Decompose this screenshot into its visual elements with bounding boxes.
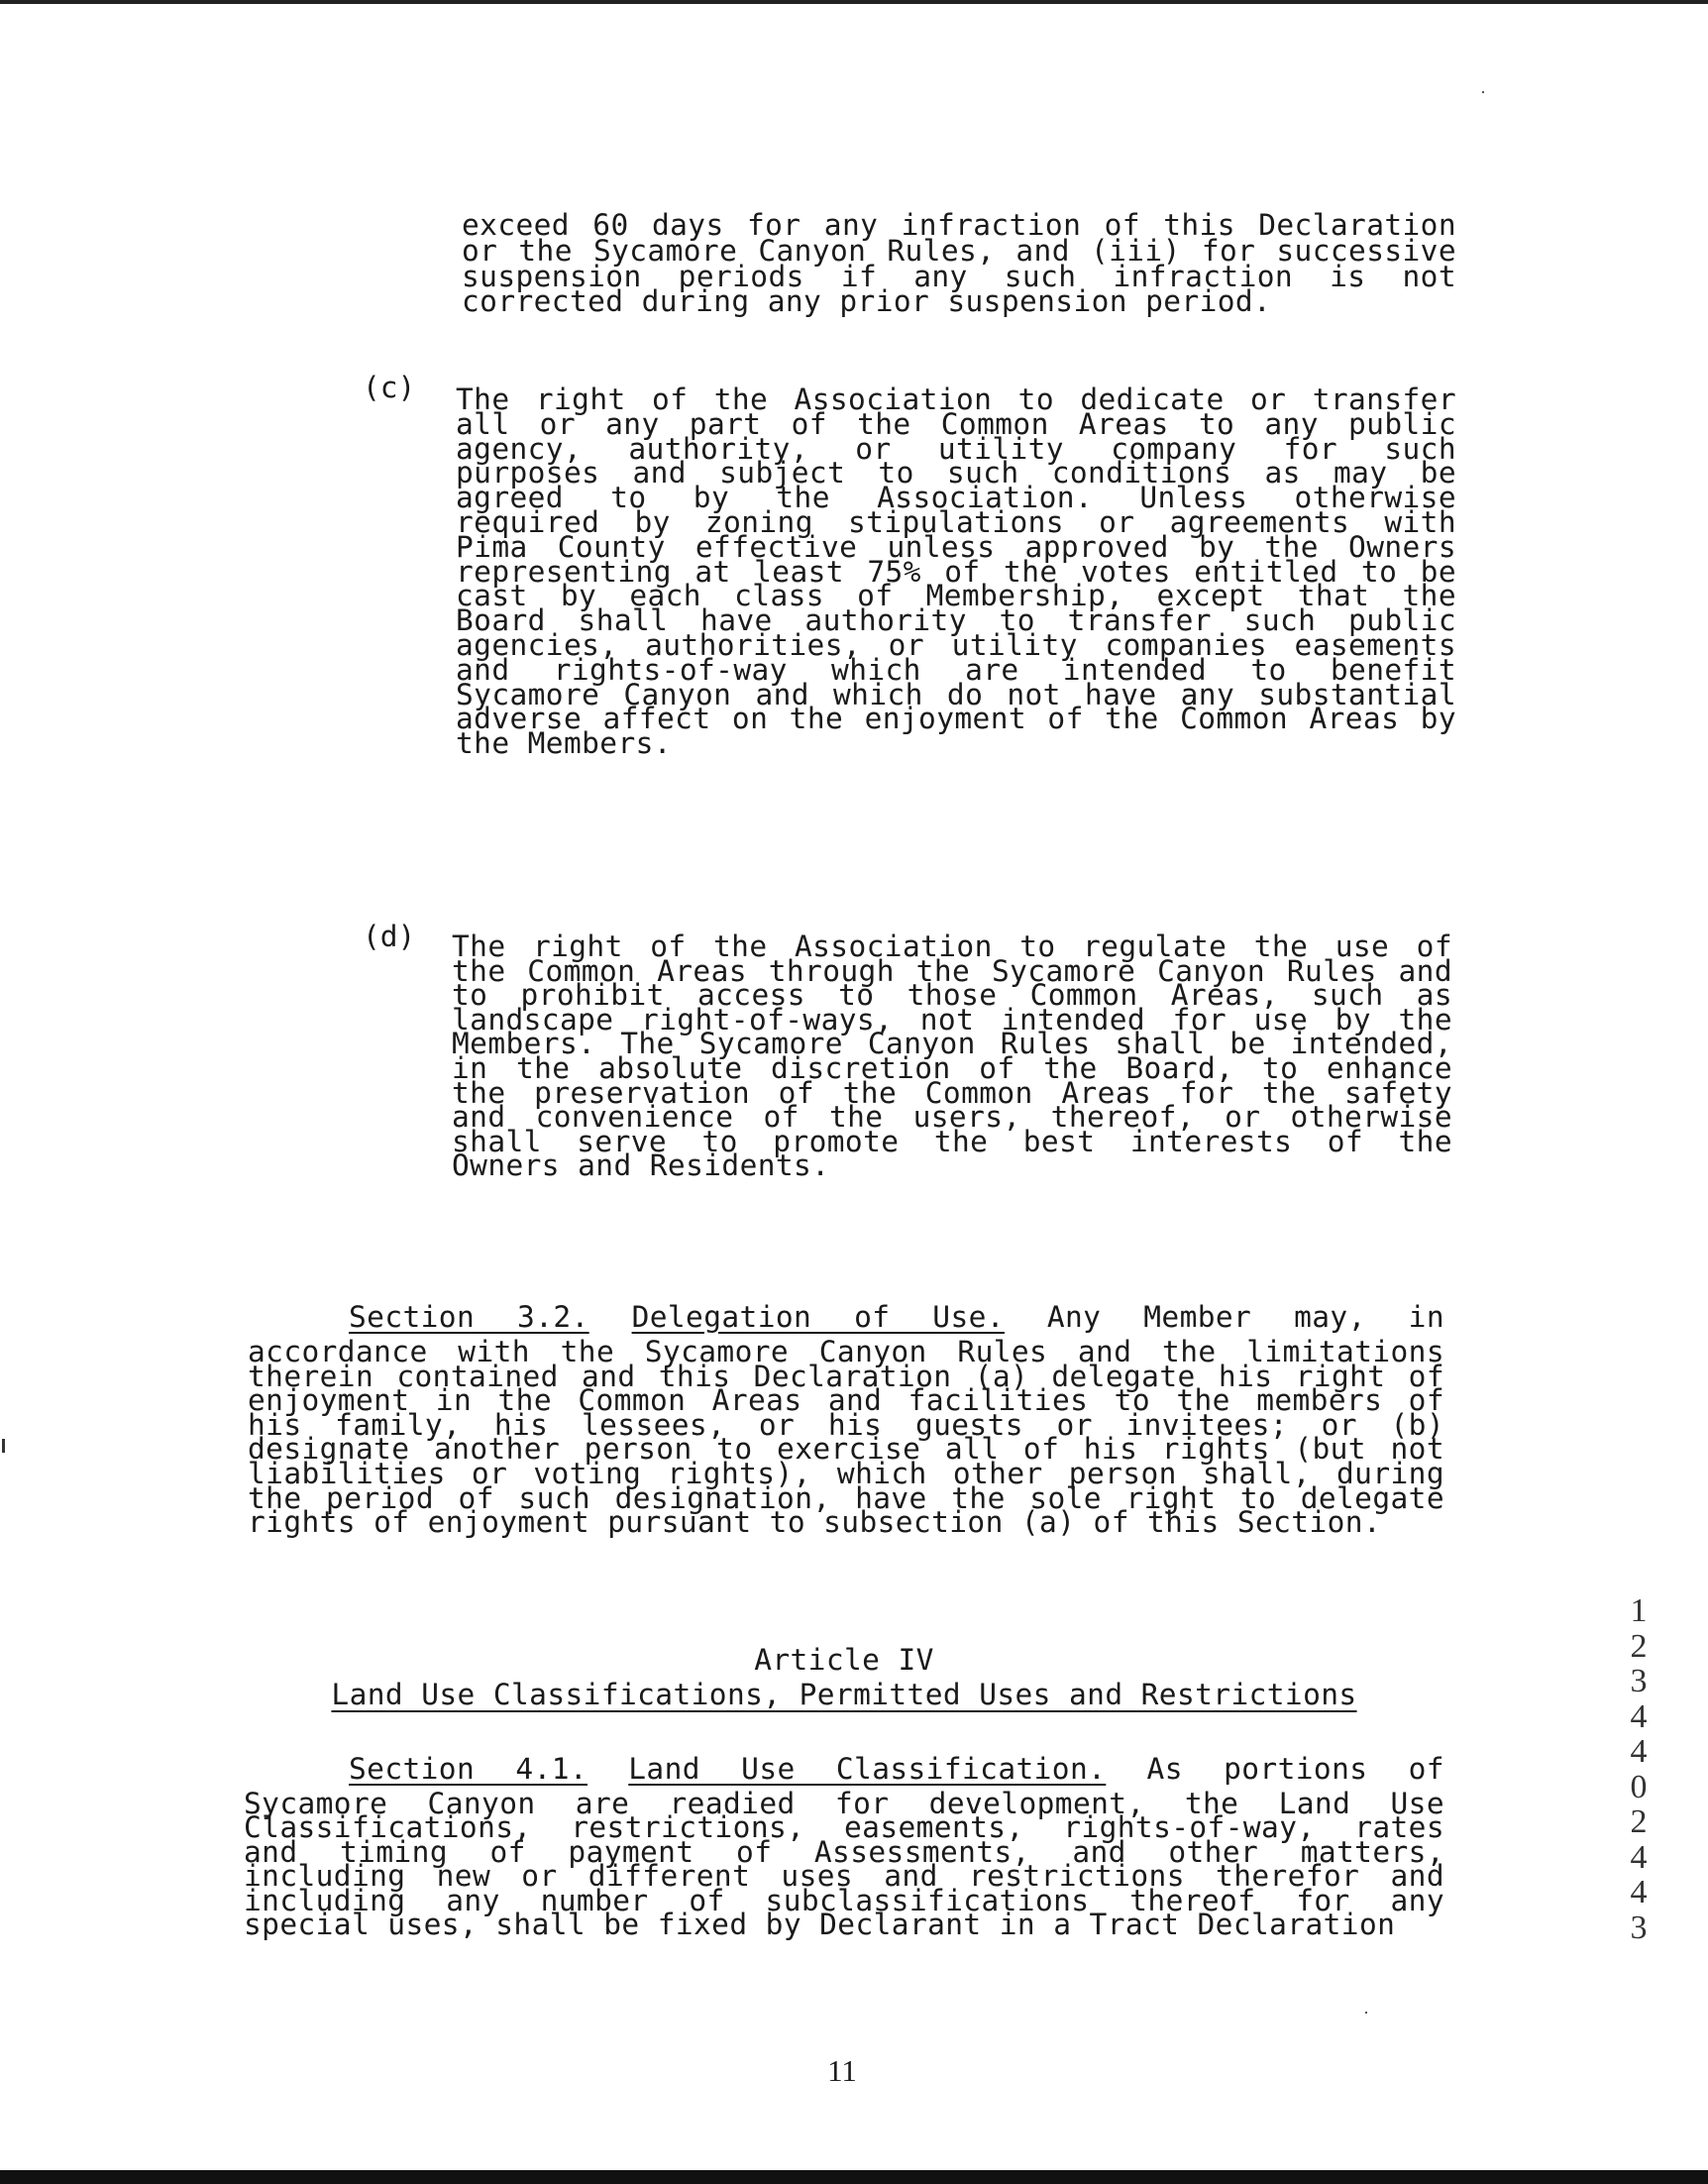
text-line: or the Sycamore Canyon Rules, and (iii) for successive	[462, 233, 1456, 268]
item-d-marker: (d)	[363, 920, 416, 953]
text-line: Owners and Residents.	[452, 1148, 830, 1183]
scan-mark	[2, 1439, 5, 1453]
article-title: Land Use Classifications, Permitted Uses and Restrictions	[331, 1678, 1357, 1711]
text-line: liabilities or voting rights), which other person shall, during	[248, 1457, 1444, 1490]
text-line: adverse affect on the enjoyment of the Common Areas by	[456, 702, 1456, 736]
article-title-wrap	[244, 1678, 1444, 1711]
text-line: suspension periods if any such infraction is not	[462, 259, 1456, 293]
text-line: required by zoning stipulations or agreements with	[456, 505, 1456, 539]
text-line: landscape right-of-ways, not intended for use by the	[452, 1002, 1452, 1037]
text-line: designate another person to exercise all of his rights (but not	[248, 1432, 1444, 1467]
text-line: Classifications, restrictions, easements, rights-of-way, rates	[244, 1810, 1444, 1845]
text-line: the preservation of the Common Areas for the safety	[452, 1075, 1452, 1110]
text-line: including any number of subclassifications thereof for any	[244, 1883, 1444, 1917]
page-number: 11	[827, 2053, 857, 2088]
text-line: in the absolute discretion of the Board, to enhance	[452, 1051, 1452, 1085]
text-line: the period of such designation, have the sole right to delegate	[248, 1480, 1444, 1515]
text-line: enjoyment in the Common Areas and facilities to the members of	[248, 1383, 1444, 1418]
section-4-1-number: Section 4.1.	[349, 1752, 588, 1786]
text-line: to prohibit access to those Common Areas, such as	[452, 978, 1452, 1013]
text-line: therein contained and this Declaration (a) delegate his right of	[248, 1359, 1444, 1393]
text-line: corrected during any prior suspension period.	[462, 284, 1272, 319]
section-3-2-number: Section 3.2.	[349, 1300, 589, 1334]
section-4-1-first-line-rest: As portions of	[1146, 1752, 1444, 1786]
scan-speck	[1482, 91, 1484, 93]
text-line: The right of the Association to regulate the use of	[452, 929, 1452, 963]
text-line: all or any part of the Common Areas to any public	[456, 406, 1456, 441]
text-line: agreed to by the Association. Unless otherwise	[456, 481, 1456, 515]
text-line: Pima County effective unless approved by the Owners	[456, 529, 1456, 564]
text-line: Sycamore Canyon and which do not have any substantial	[456, 677, 1456, 711]
text-line: accordance with the Sycamore Canyon Rules and the limitations	[248, 1335, 1444, 1368]
section-3-2-first-line	[349, 1300, 1444, 1334]
item-c-marker: (c)	[363, 371, 416, 404]
text-line: Board shall have authority to transfer such public	[456, 603, 1456, 638]
section-4-1-title: Land Use Classification.	[628, 1752, 1107, 1786]
text-line: including new or different uses and restrictions therefor and	[244, 1859, 1444, 1894]
text-line: his family, his lessees, or his guests or invitees; or (b)	[248, 1407, 1444, 1442]
text-line: the Common Areas through the Sycamore Canyon Rules and	[452, 953, 1452, 988]
text-line: special uses, shall be fixed by Declarant in a Tract Declaration	[244, 1908, 1396, 1941]
text-line: Sycamore Canyon are readied for development, the Land Use	[244, 1787, 1444, 1820]
text-line: and rights-of-way which are intended to benefit	[456, 652, 1456, 687]
text-line: rights of enjoyment pursuant to subsection (a) of this Section.	[248, 1505, 1382, 1540]
text-line: and timing of payment of Assessments, and other matters,	[244, 1834, 1444, 1869]
text-line: and convenience of the users, thereof, or otherwise	[452, 1100, 1452, 1135]
text-line: Members. The Sycamore Canyon Rules shall be intended,	[452, 1027, 1452, 1061]
scan-speck	[1365, 2012, 1367, 2014]
section-4-1-first-line	[349, 1752, 1444, 1786]
text-line: exceed 60 days for any infraction of this Declaration	[462, 208, 1456, 242]
section-3-2-first-line-rest: Any Member may, in	[1046, 1300, 1444, 1334]
scan-edge-bottom	[0, 2170, 1708, 2184]
text-line: agency, authority, or utility company for such	[456, 431, 1456, 466]
text-line: agencies, authorities, or utility companies easements	[456, 628, 1456, 662]
text-line: representing at least 75% of the votes entitled to be	[456, 554, 1456, 589]
article-label: Article IV	[754, 1643, 934, 1677]
text-line: cast by each class of Membership, except that the	[456, 579, 1456, 613]
text-line: shall serve to promote the best interests of the	[452, 1124, 1452, 1158]
section-3-2-title: Delegation of Use.	[631, 1300, 1005, 1334]
scan-edge-top	[0, 0, 1708, 4]
margin-stamp: 1 2 3 4 4 0 2 4 4 3	[1630, 1592, 1648, 1946]
text-line: The right of the Association to dedicate or transfer	[456, 382, 1456, 416]
text-line: the Members.	[456, 726, 672, 761]
text-line: purposes and subject to such conditions as may be	[456, 456, 1456, 491]
